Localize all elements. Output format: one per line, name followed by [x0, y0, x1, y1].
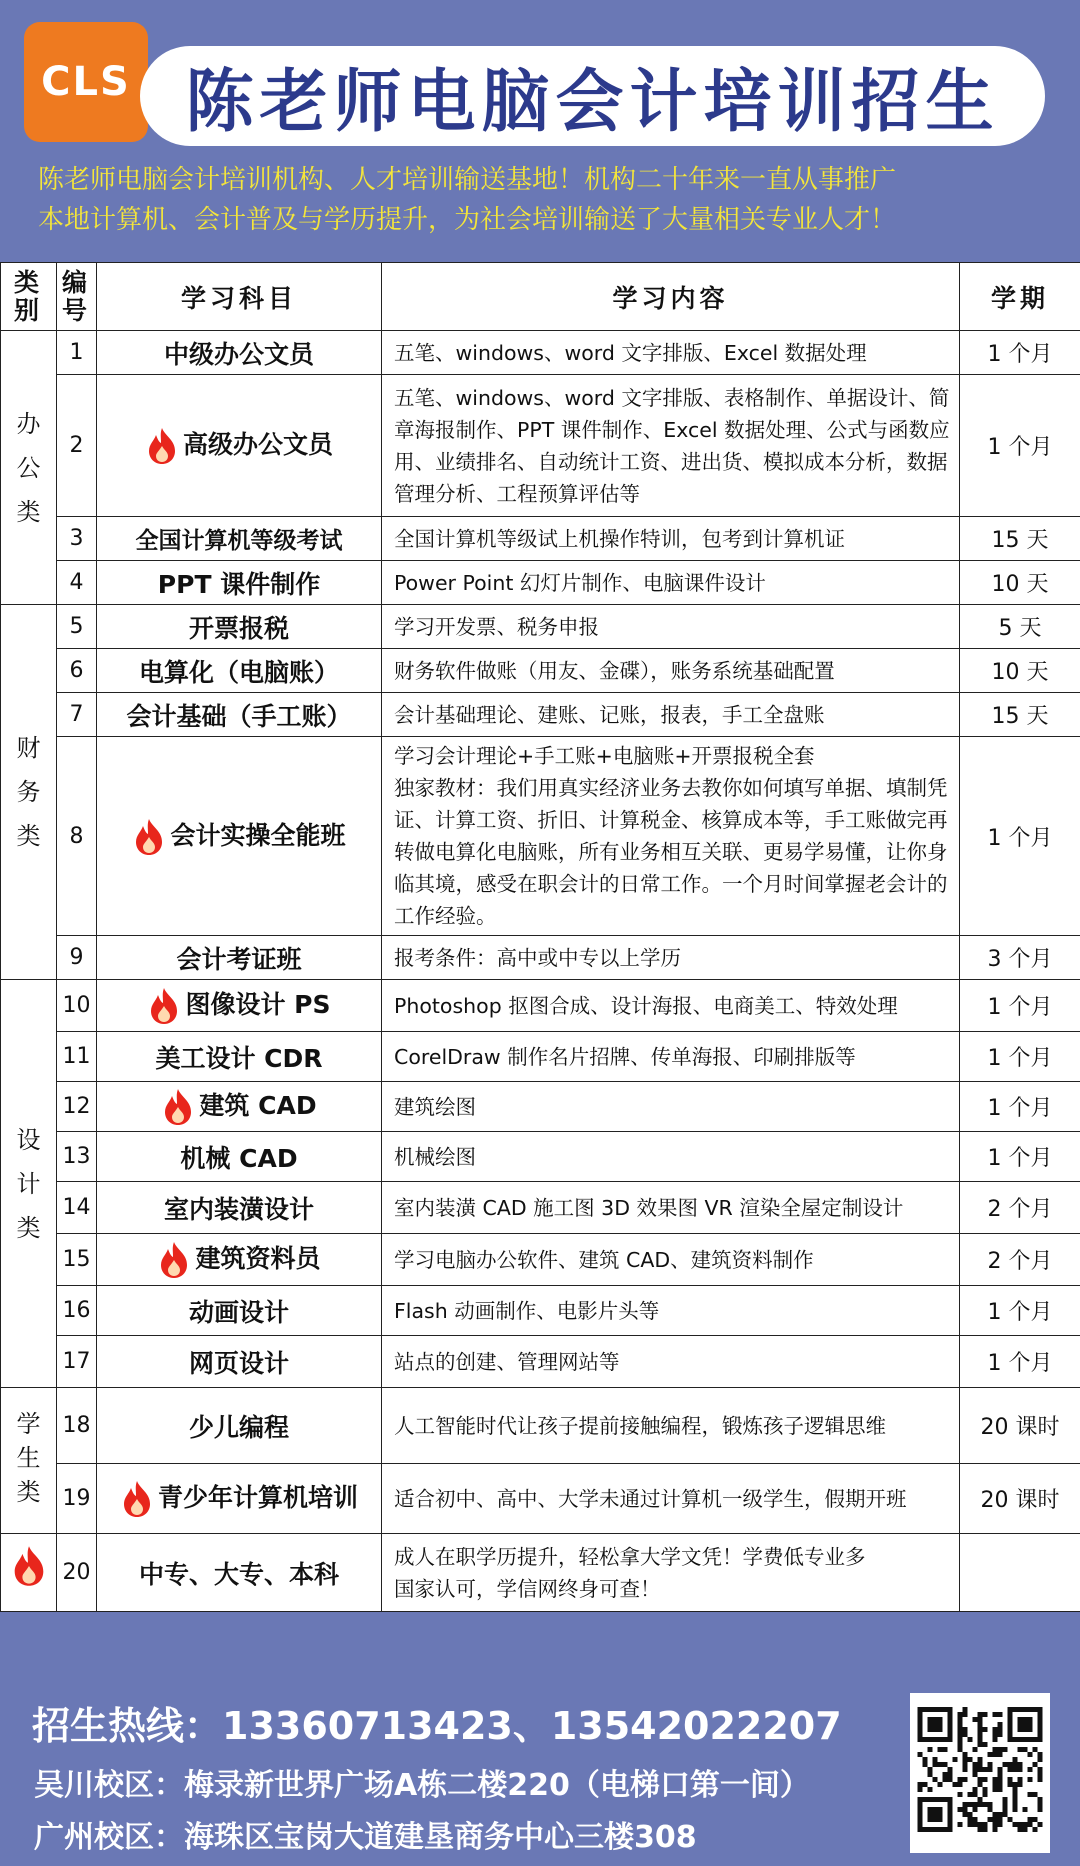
header-subject: 学习科目 [97, 263, 382, 331]
hotline: 招生热线：13360713423、13542022207 [32, 1704, 842, 1748]
row-content [382, 737, 960, 936]
page-title: 陈老师电脑会计培训招生 [185, 62, 1000, 142]
row-content [382, 1534, 960, 1612]
category-label: 设计类 [16, 1125, 41, 1242]
category-office [1, 331, 57, 605]
row-period: 1 个月 [960, 1132, 1080, 1182]
row-subject: 建筑 CAD [199, 1091, 317, 1120]
table-row [1, 1234, 1080, 1286]
table-row [1, 1032, 1080, 1082]
row-period: 1 个月 [960, 1286, 1080, 1336]
row-number: 5 [57, 605, 97, 649]
row-content-line1: 成人在职学历提升，轻松拿大学文凭！学费低专业多 [394, 1544, 866, 1569]
row-content: 学习电脑办公软件、建筑 CAD、建筑资料制作 [382, 1234, 960, 1286]
row-number: 8 [57, 737, 97, 936]
row-content: 财务软件做账（用友、金碟），账务系统基础配置 [382, 649, 960, 693]
header-content: 学习内容 [382, 263, 960, 331]
row-number: 12 [57, 1082, 97, 1132]
footer [0, 1675, 1080, 1866]
row-period: 1 个月 [960, 331, 1080, 375]
flame-icon [132, 817, 166, 857]
row-subject: 中级办公文员 [97, 331, 382, 375]
row-subject-cell [97, 1234, 382, 1286]
row-period: 2 个月 [960, 1234, 1080, 1286]
row-content: 室内装潢 CAD 施工图 3D 效果图 VR 渲染全屋定制设计 [382, 1182, 960, 1234]
row-subject: PPT 课件制作 [97, 561, 382, 605]
row-period: 20 课时 [960, 1464, 1080, 1534]
row-period: 5 天 [960, 605, 1080, 649]
flame-icon [157, 1240, 191, 1280]
row-content: 建筑绘图 [382, 1082, 960, 1132]
row-subject: 图像设计 PS [185, 990, 331, 1019]
row-content: Power Point 幻灯片制作、电脑课件设计 [382, 561, 960, 605]
course-table [0, 262, 1080, 1612]
row-content: 学习开发票、税务申报 [382, 605, 960, 649]
category-label: 办公类 [16, 409, 41, 526]
table-row [1, 1336, 1080, 1388]
category-finance [1, 605, 57, 980]
qr-code-graphic [916, 1699, 1044, 1847]
qr-code-icon[interactable] [910, 1693, 1050, 1853]
table-row [1, 693, 1080, 737]
row-period: 1 个月 [960, 980, 1080, 1032]
row-number: 14 [57, 1182, 97, 1234]
logo: CLS [24, 22, 148, 142]
row-number: 19 [57, 1464, 97, 1534]
row-content: 五笔、windows、word 文字排版、表格制作、单据设计、简章海报制作、PPT 课件制作、Excel 数据处理、公式与函数应用、业绩排名、自动统计工资、进出货、模拟成本分析，数据管理分析、工程预算评估等 [382, 375, 960, 517]
header [0, 0, 1080, 262]
row-content-body: 国家认可，学信网终身可查！ [394, 1576, 661, 1601]
row-number: 3 [57, 517, 97, 561]
row-subject: 电算化（电脑账） [97, 649, 382, 693]
row-content: 站点的创建、管理网站等 [382, 1336, 960, 1388]
flame-icon [145, 426, 179, 466]
row-period [960, 1534, 1080, 1612]
row-content: 报考条件：高中或中专以上学历 [382, 936, 960, 980]
row-period: 2 个月 [960, 1182, 1080, 1234]
category-design [1, 980, 57, 1388]
table-row [1, 737, 1080, 936]
row-period: 10 天 [960, 649, 1080, 693]
row-subject: 中专、大专、本科 [97, 1534, 382, 1612]
row-period: 1 个月 [960, 375, 1080, 517]
row-number: 20 [57, 1534, 97, 1612]
row-period: 3 个月 [960, 936, 1080, 980]
row-subject: 网页设计 [97, 1336, 382, 1388]
table-row [1, 1132, 1080, 1182]
row-number: 2 [57, 375, 97, 517]
table-row [1, 1464, 1080, 1534]
flame-icon [120, 1479, 154, 1519]
table-row [1, 936, 1080, 980]
row-content: 人工智能时代让孩子提前接触编程，锻炼孩子逻辑思维 [382, 1388, 960, 1464]
row-subject: 室内装潢设计 [97, 1182, 382, 1234]
category-label: 学生类 [16, 1410, 41, 1506]
row-number: 18 [57, 1388, 97, 1464]
header-category-line2: 别 [13, 295, 43, 325]
header-period: 学期 [960, 263, 1080, 331]
flame-icon [10, 1544, 48, 1588]
header-number-line1: 编 [61, 267, 91, 297]
category-degree [1, 1534, 57, 1612]
row-content: Photoshop 抠图合成、设计海报、电商美工、特效处理 [382, 980, 960, 1032]
row-subject: 机械 CAD [97, 1132, 382, 1182]
row-subject-cell [97, 980, 382, 1032]
row-number: 10 [57, 980, 97, 1032]
flame-icon [161, 1087, 195, 1127]
table-row [1, 375, 1080, 517]
row-content: Flash 动画制作、电影片头等 [382, 1286, 960, 1336]
row-number: 11 [57, 1032, 97, 1082]
row-content-line1: 学习会计理论+手工账+电脑账+开票报税全套 [394, 744, 815, 768]
header-number [57, 263, 97, 331]
title-banner [140, 46, 1045, 146]
table-row [1, 1388, 1080, 1464]
table-row [1, 1286, 1080, 1336]
row-subject: 建筑资料员 [195, 1244, 321, 1273]
intro-line-2: 本地计算机、会计普及与学历提升，为社会培训输送了大量相关专业人才！ [38, 205, 897, 235]
table-row [1, 1534, 1080, 1612]
row-period: 1 个月 [960, 1082, 1080, 1132]
header-category [1, 263, 57, 331]
row-number: 9 [57, 936, 97, 980]
row-subject-cell [97, 1082, 382, 1132]
table-row [1, 561, 1080, 605]
row-content: 全国计算机等级试上机操作特训，包考到计算机证 [382, 517, 960, 561]
row-number: 15 [57, 1234, 97, 1286]
row-subject: 青少年计算机培训 [157, 1483, 358, 1512]
table-row [1, 517, 1080, 561]
table-row [1, 605, 1080, 649]
row-number: 7 [57, 693, 97, 737]
campus-guangzhou: 广州校区：海珠区宝岗大道建垦商务中心三楼308 [34, 1820, 697, 1855]
row-subject-cell [97, 1464, 382, 1534]
row-content: 五笔、windows、word 文字排版、Excel 数据处理 [382, 331, 960, 375]
row-content: 适合初中、高中、大学未通过计算机一级学生，假期开班 [382, 1464, 960, 1534]
row-subject: 会计实操全能班 [170, 820, 346, 850]
row-subject: 美工设计 CDR [97, 1032, 382, 1082]
row-subject-cell [97, 737, 382, 936]
row-content: 机械绘图 [382, 1132, 960, 1182]
row-subject: 高级办公文员 [182, 430, 333, 459]
intro-text [38, 160, 1048, 240]
row-period: 1 个月 [960, 1336, 1080, 1388]
header-number-line2: 号 [61, 295, 91, 325]
row-subject: 动画设计 [97, 1286, 382, 1336]
row-subject: 会计基础（手工账） [97, 693, 382, 737]
table-header-row [1, 263, 1080, 331]
row-period: 15 天 [960, 693, 1080, 737]
row-subject: 会计考证班 [97, 936, 382, 980]
row-subject: 开票报税 [97, 605, 382, 649]
intro-line-1: 陈老师电脑会计培训机构、人才培训输送基地！机构二十年来一直从事推广 [38, 165, 897, 195]
row-period: 20 课时 [960, 1388, 1080, 1464]
table-row [1, 331, 1080, 375]
row-number: 13 [57, 1132, 97, 1182]
row-number: 1 [57, 331, 97, 375]
header-category-line1: 类 [13, 267, 43, 297]
table-row [1, 1082, 1080, 1132]
row-subject: 少儿编程 [97, 1388, 382, 1464]
row-subject-cell [97, 375, 382, 517]
row-number: 16 [57, 1286, 97, 1336]
table-row [1, 1182, 1080, 1234]
row-content-body: 独家教材：我们用真实经济业务去教你如何填写单据、填制凭证、计算工资、折旧、计算税金、核算成本等，手工账做完再转做电算化电脑账，所有业务相互关联、更易学易懂，让你身临其境，感受在职会计的日常工作。一个月时间掌握老会计的工作经验。 [394, 776, 948, 928]
row-period: 1 个月 [960, 1032, 1080, 1082]
row-number: 6 [57, 649, 97, 693]
category-label: 财务类 [16, 734, 41, 850]
row-number: 4 [57, 561, 97, 605]
flame-icon [147, 986, 181, 1026]
row-period: 1 个月 [960, 737, 1080, 936]
campus-wuchuan: 吴川校区：梅录新世界广场A栋二楼220（电梯口第一间） [34, 1768, 810, 1803]
row-content: 会计基础理论、建账、记账，报表，手工全盘账 [382, 693, 960, 737]
category-student [1, 1388, 57, 1534]
row-period: 15 天 [960, 517, 1080, 561]
table-row [1, 980, 1080, 1032]
table-row [1, 649, 1080, 693]
row-number: 17 [57, 1336, 97, 1388]
row-subject: 全国计算机等级考试 [97, 517, 382, 561]
row-content: CorelDraw 制作名片招牌、传单海报、印刷排版等 [382, 1032, 960, 1082]
row-period: 10 天 [960, 561, 1080, 605]
